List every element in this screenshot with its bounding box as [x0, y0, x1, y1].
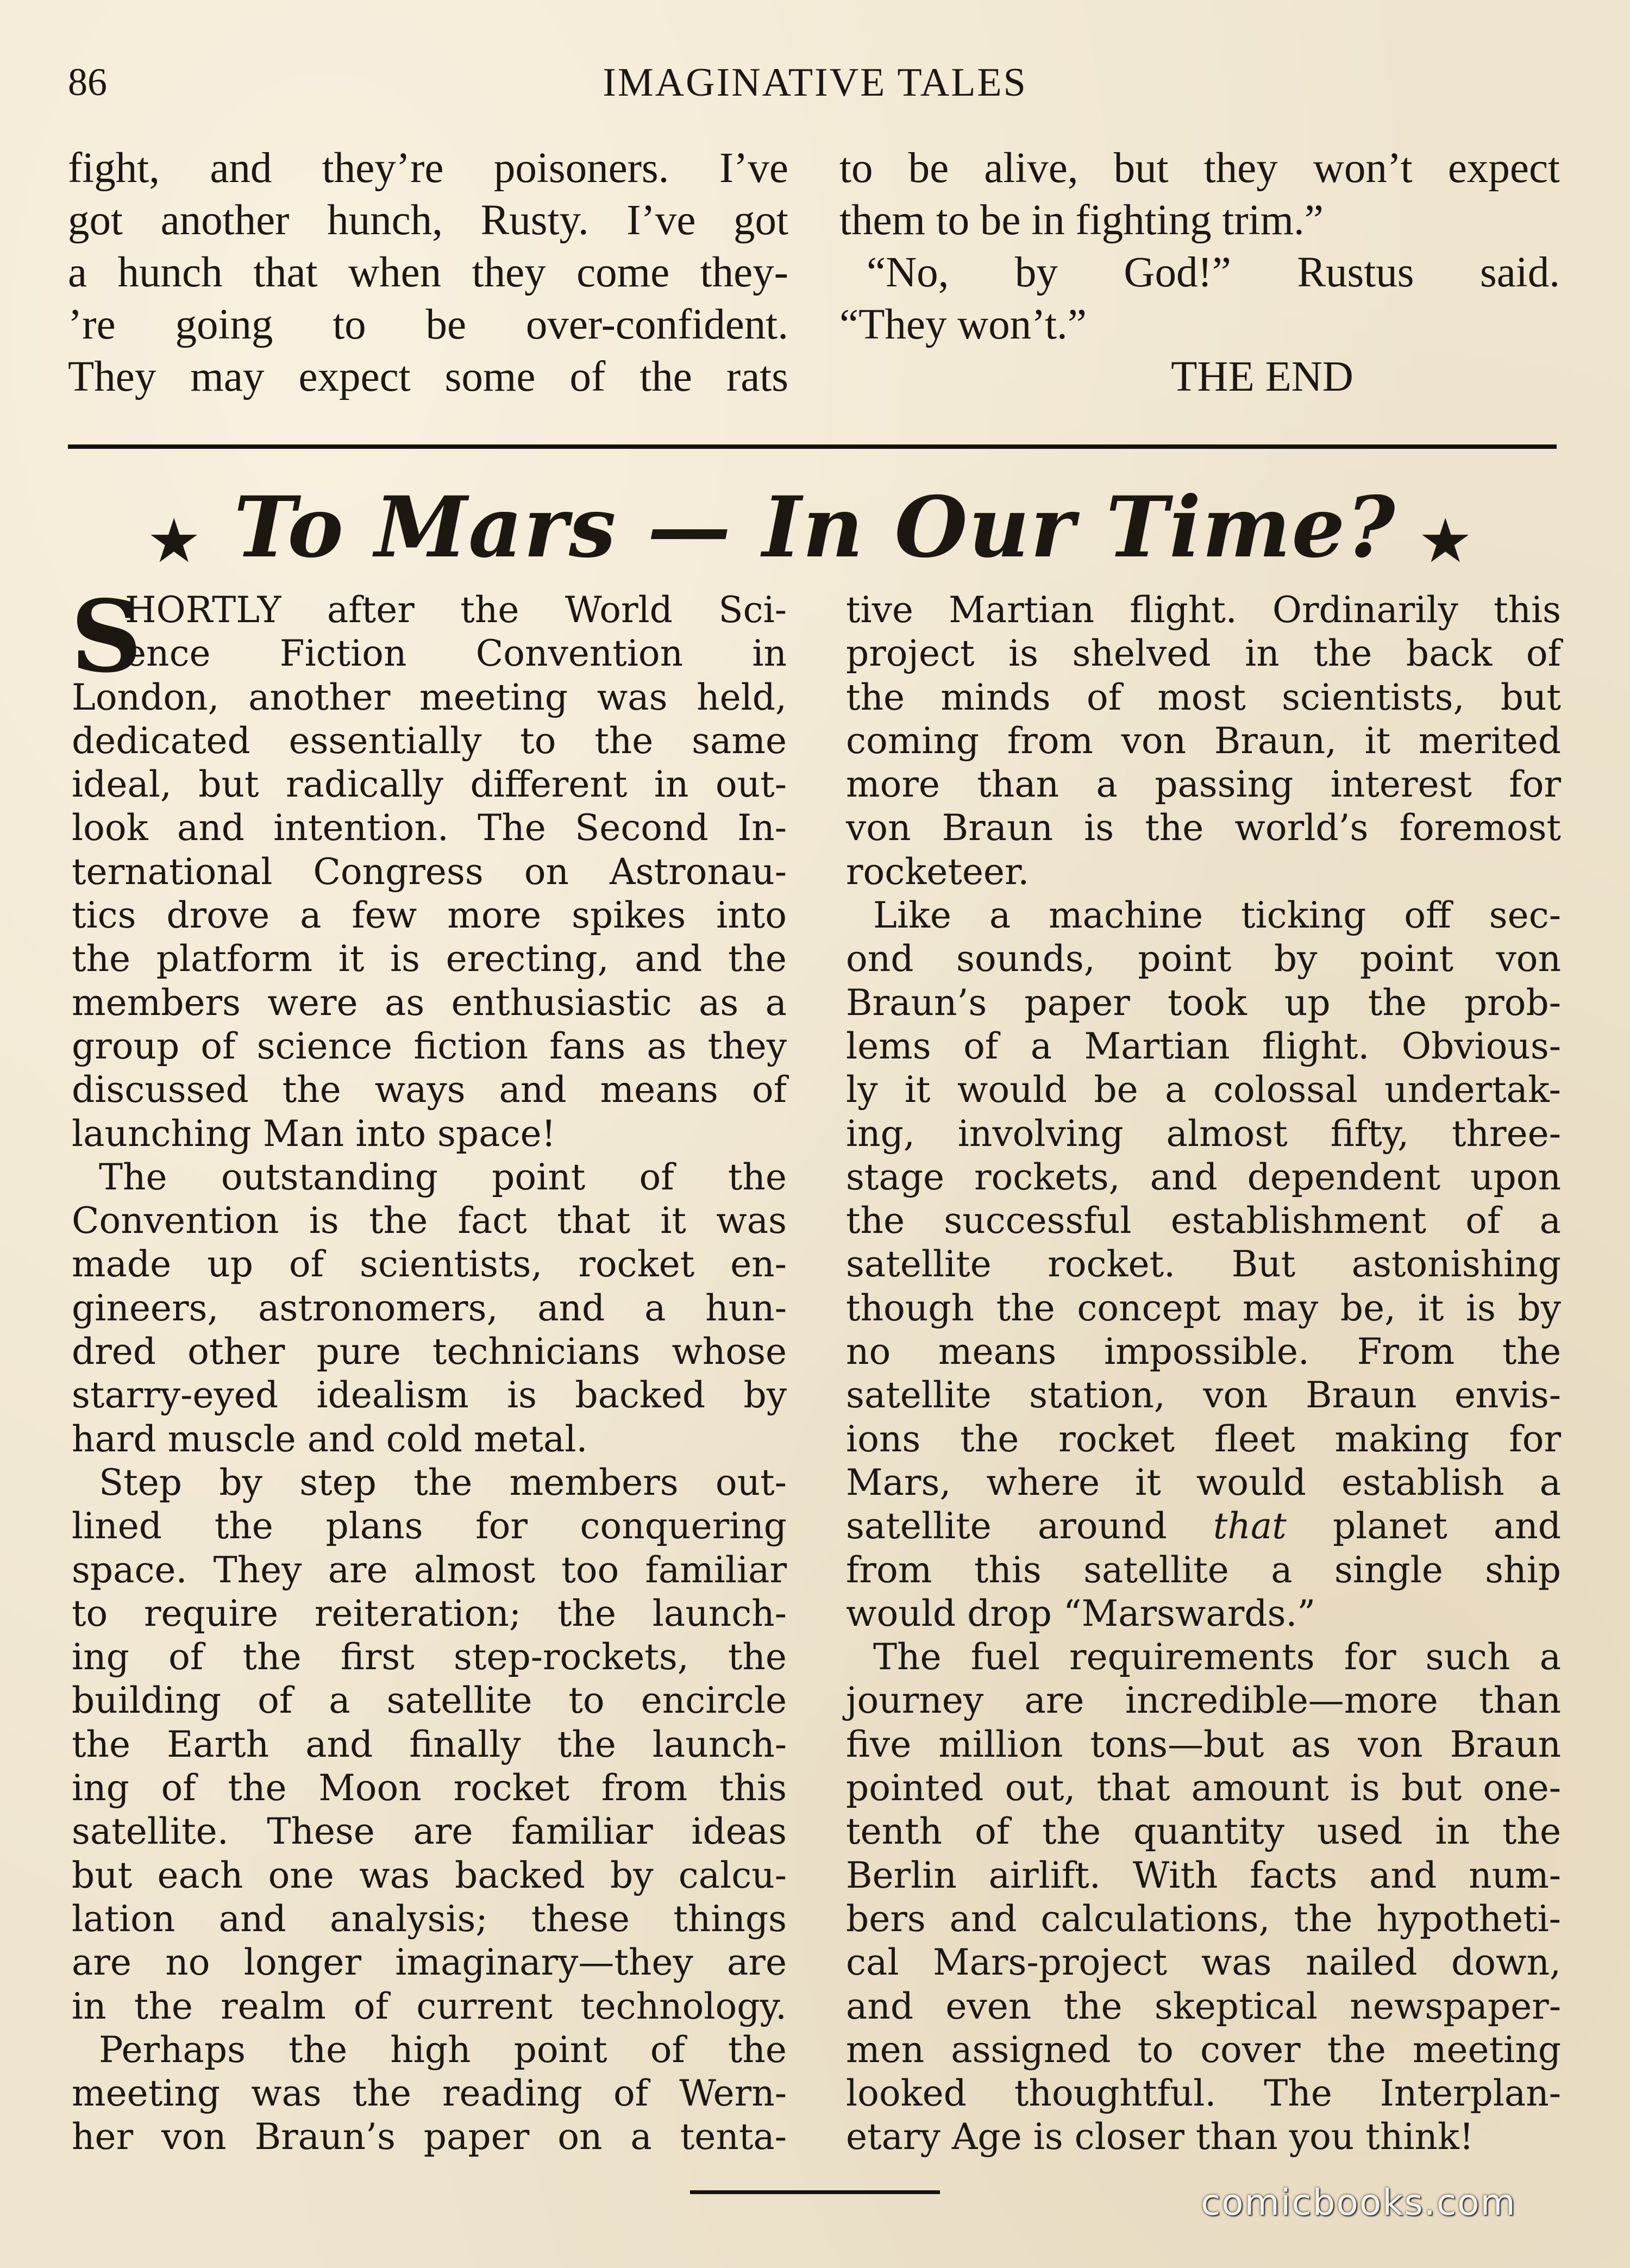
text-line: them to be in fighting trim.”	[839, 197, 1324, 244]
text-line: no means impossible. From the	[846, 1331, 1561, 1373]
text-line: lation and analysis; these things	[72, 1897, 787, 1940]
running-head: IMAGINATIVE TALES	[603, 60, 1027, 105]
text-line: satellite station, von Braun envis-	[846, 1374, 1561, 1417]
text-line: her von Braun’s paper on a tenta-	[72, 2116, 787, 2158]
article-title: To Mars — In Our Time?	[234, 478, 1396, 577]
text-line: look and intention. The Second In-	[72, 807, 787, 849]
end-mark: THE END	[1171, 353, 1353, 400]
text-line: members were as enthusiastic as a	[72, 981, 787, 1024]
text-line: lined the plans for conquering	[72, 1505, 787, 1547]
text-line: bers and calculations, the hypotheti-	[846, 1897, 1561, 1940]
text-line: got another hunch, Rusty. I’ve got	[68, 197, 788, 244]
text-line: the platform it is erecting, and the	[72, 938, 787, 980]
text-line: dedicated essentially to the same	[72, 719, 787, 762]
text-line: Berlin airlift. With facts and num-	[846, 1854, 1561, 1896]
text-line: ond sounds, point by point von	[846, 938, 1561, 980]
text-line: The outstanding point of the	[99, 1156, 787, 1198]
text-line: made up of scientists, rocket en-	[72, 1243, 787, 1286]
text-line: satellite. These are familiar ideas	[72, 1810, 787, 1853]
text-line: more than a passing interest for	[846, 763, 1561, 806]
text-line: launching Man into space!	[72, 1112, 556, 1155]
text-line: journey are incredible—more than	[846, 1680, 1561, 1722]
text-line: ing, involving almost fifty, three-	[846, 1112, 1561, 1155]
text-line: Like a machine ticking off sec-	[873, 894, 1561, 937]
article-left-column	[71, 578, 787, 2159]
text-line: five million tons—but as von Braun	[846, 1723, 1561, 1765]
text-line: the successful establishment of a	[846, 1200, 1561, 1242]
text-line: etary Age is closer than you think!	[846, 2116, 1474, 2158]
text-line: in the realm of current technology.	[72, 1985, 787, 2027]
text-line: ternational Congress on Astronau-	[72, 850, 787, 893]
text-run: planet and	[1332, 1505, 1561, 1547]
story-ending-right-column	[839, 142, 1560, 403]
watermark: comicbooks.com	[1201, 2182, 1516, 2223]
drop-cap: S	[71, 578, 142, 694]
text-line: ing of the Moon rocket from this	[72, 1767, 787, 1809]
text-line: to be alive, but they won’t expect	[839, 145, 1560, 192]
text-line: tive Martian flight. Ordinarily this	[846, 589, 1561, 631]
text-line: Convention is the fact that it was	[72, 1200, 787, 1242]
text-line: meeting was the reading of Wern-	[72, 2072, 787, 2115]
text-line: tics drove a few more spikes into	[72, 894, 787, 937]
text-line: the minds of most scientists, but	[846, 676, 1561, 718]
text-line: from this satellite a single ship	[846, 1549, 1561, 1591]
text-line: a hunch that when they come they-	[68, 249, 788, 296]
text-line: hard muscle and cold metal.	[72, 1418, 588, 1460]
text-line: “No, by God!” Rustus said.	[867, 249, 1560, 296]
text-line: ’re going to be over-confident.	[68, 301, 788, 348]
text-line: the Earth and finally the launch-	[72, 1723, 787, 1765]
text-line: discussed the ways and means of	[72, 1069, 787, 1111]
text-run: satellite around	[846, 1505, 1167, 1547]
text-line: Step by step the members out-	[99, 1461, 787, 1503]
text-line: would drop “Marswards.”	[846, 1592, 1316, 1634]
text-line: cal Mars-project was nailed down,	[846, 1941, 1561, 1984]
text-line	[846, 1505, 1561, 1548]
text-line: project is shelved in the back of	[846, 632, 1561, 675]
text-line: fight, and they’re poisoners. I’ve	[68, 145, 788, 192]
text-line: They may expect some of the rats	[68, 353, 788, 400]
text-line: pointed out, that amount is but one-	[846, 1767, 1561, 1809]
text-line: “They won’t.”	[839, 301, 1087, 348]
text-line: dred other pure technicians whose	[72, 1331, 787, 1373]
text-line: looked thoughtful. The Interplan-	[846, 2072, 1561, 2115]
text-line: starry-eyed idealism is backed by	[72, 1374, 787, 1417]
text-line: satellite rocket. But astonishing	[846, 1243, 1561, 1286]
text-line: ly it would be a colossal undertak-	[846, 1069, 1561, 1111]
text-line: to require reiteration; the launch-	[72, 1592, 787, 1634]
text-line: Perhaps the high point of the	[99, 2028, 787, 2071]
text-line: rocketeer.	[846, 850, 1030, 893]
text-line: stage rockets, and dependent upon	[846, 1156, 1561, 1198]
text-line: gineers, astronomers, and a hun-	[72, 1287, 787, 1329]
emphasis-that: that	[1213, 1505, 1287, 1547]
star-icon-right: ★	[1418, 506, 1473, 577]
page-number: 86	[68, 60, 107, 104]
text-line: lems of a Martian flight. Obvious-	[846, 1025, 1561, 1067]
text-line: ions the rocket fleet making for	[846, 1418, 1561, 1460]
text-line: ideal, but radically different in out-	[72, 763, 787, 806]
text-line: space. They are almost too familiar	[72, 1549, 787, 1591]
text-line: though the concept may be, it is by	[846, 1287, 1561, 1329]
text-line: ence Fiction Convention in	[125, 632, 787, 675]
text-line: London, another meeting was held,	[72, 676, 787, 718]
text-line: The fuel requirements for such a	[873, 1636, 1561, 1678]
text-line: group of science fiction fans as they	[72, 1025, 787, 1067]
text-line: are no longer imaginary—they are	[72, 1941, 787, 1984]
text-line: ing of the first step-rockets, the	[72, 1636, 787, 1678]
end-rule	[690, 2190, 940, 2194]
text-line: Mars, where it would establish a	[846, 1461, 1561, 1503]
text-line: and even the skeptical newspaper-	[846, 1985, 1561, 2027]
text-line: HORTLY after the World Sci-	[125, 589, 787, 631]
text-line: but each one was backed by calcu-	[72, 1854, 787, 1896]
text-line: von Braun is the world’s foremost	[846, 807, 1561, 849]
story-ending-left-column	[68, 142, 788, 403]
text-line: building of a satellite to encircle	[72, 1680, 787, 1722]
section-divider	[68, 444, 1557, 449]
article-right-column	[846, 588, 1561, 2159]
text-line: tenth of the quantity used in the	[846, 1810, 1561, 1853]
text-line: coming from von Braun, it merited	[846, 719, 1561, 762]
star-icon-left: ★	[147, 506, 202, 577]
text-line: Braun’s paper took up the prob-	[846, 981, 1561, 1024]
text-line: men assigned to cover the meeting	[846, 2028, 1561, 2071]
